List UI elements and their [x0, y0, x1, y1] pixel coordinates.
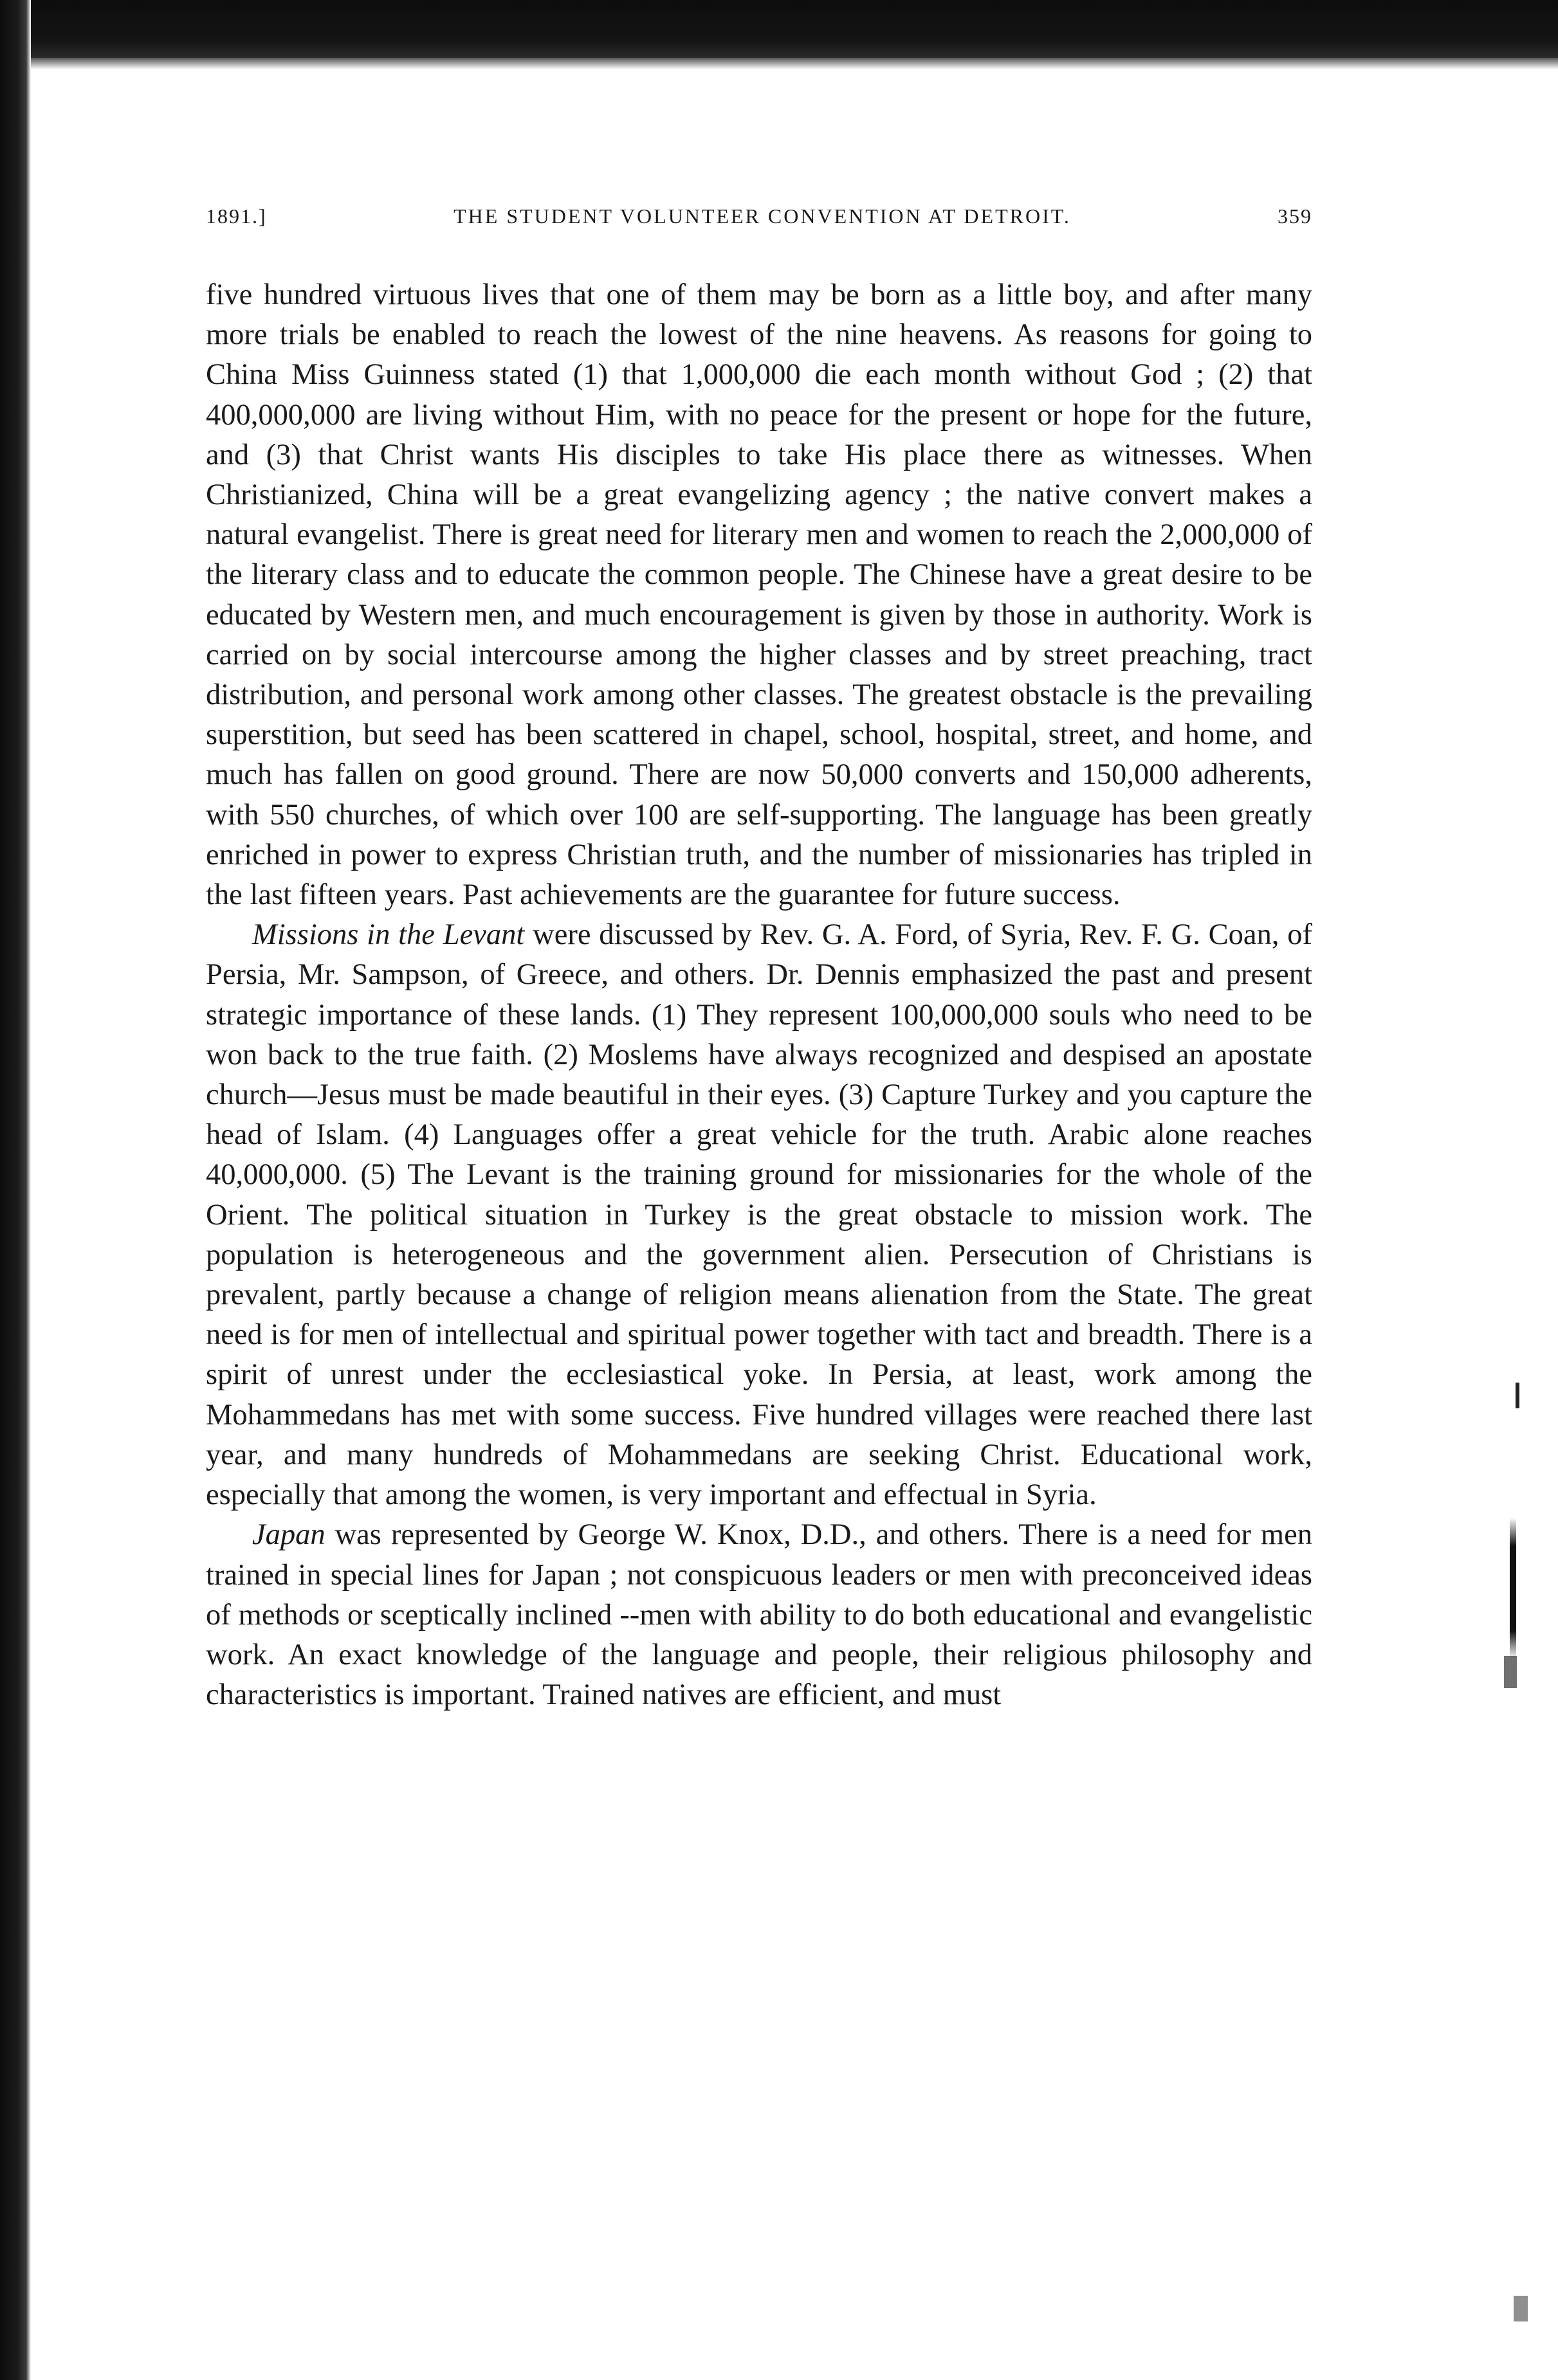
margin-speck: [1516, 1383, 1519, 1408]
margin-speck: [1504, 1656, 1517, 1688]
margin-speck: [1514, 2296, 1528, 2321]
page-binding-edge: [0, 0, 31, 2380]
margin-speck: [1510, 1518, 1516, 1659]
section-lead-japan: Japan: [252, 1518, 325, 1552]
running-head: [206, 204, 1312, 237]
paragraph-text: was represented by George W. Knox, D.D., and others. There is a need for men trained in special lines for Japan ; not conspicuous leaders or men with preconceived ideas of methods or sceptically inclined --men with ability to do both educational and evangelistic work. An exact knowledge of the language and people, their religious philosophy and characteristics is important. Trained natives are efficient, and must: [206, 1518, 1312, 1712]
running-title: THE STUDENT VOLUNTEER CONVENTION AT DETROIT.: [454, 204, 1071, 228]
paragraph-text: five hundred virtuous lives that one of them may be born as a little boy, and after many more trials be enabled to reach the lowest of the nine heavens. As reasons for going to China Miss Guinness stated (1) that 1,000,000 die each month without God ; (2) that 400,000,000 are living without Him, with no peace for the present or hope for the future, and (3) that Christ wants His disciples to take His place there as witnesses. When Christianized, China will be a great evangelizing agency ; the native convert makes a natural evangelist. There is great need for literary men and women to reach the 2,000,000 of the literary class and to educate the common people. The Chinese have a great desire to be educated by Western men, and much encouragement is given by those in authority. Work is carried on by social intercourse among the higher classes and by street preaching, tract distribution, and personal work among other classes. The greatest obstacle is the prevailing superstition, but seed has been scattered in chapel, school, hospital, street, and home, and much has fallen on good ground. There are now 50,000 converts and 150,000 adherents, with 550 churches, of which over 100 are self-supporting. The language has been greatly enriched in power to express Christian truth, and the number of missionaries has tripled in the last fifteen years. Past achievements are the guarantee for future success.: [206, 278, 1312, 912]
page-number: 359: [1278, 204, 1312, 228]
paragraph-text: were discussed by Rev. G. A. Ford, of Syria, Rev. F. G. Coan, of Persia, Mr. Sampson, of Greece, and others. Dr. Dennis emphasized the past and present strategic importance of these lands. (1) They represent 100,000,000 souls who need to be won back to the true faith. (2) Moslems have always recognized and despised an apostate church—Jesus must be made beautiful in their eyes. (3) Capture Turkey and you capture the head of Islam. (4) Languages offer a great vehicle for the truth. Arabic alone reaches 40,000,000. (5) The Levant is the training ground for missionaries for the whole of the Orient. The political situation in Turkey is the great obstacle to mission work. The population is heterogeneous and the government alien. Persecution of Christians is prevalent, partly because a change of religion means alienation from the State. The great need is for men of intellectual and spiritual power together with tact and breadth. There is a spirit of unrest under the ecclesiastical yoke. In Persia, at least, work among the Mohammedans has met with some success. Five hundred villages were reached there last year, and many hundreds of Mohammedans are seeking Christ. Educational work, especially that among the women, is very important and effectual in Syria.: [206, 918, 1312, 1512]
paragraph-china: [206, 275, 1312, 915]
paragraph-levant: [206, 915, 1312, 1515]
section-lead-levant: Missions in the Levant: [252, 918, 525, 952]
scan-top-band: [0, 0, 1558, 58]
article-body: [206, 275, 1312, 1715]
page-year: 1891.]: [206, 204, 267, 228]
scan-top-band-fade: [0, 58, 1558, 69]
paragraph-japan: [206, 1515, 1312, 1715]
